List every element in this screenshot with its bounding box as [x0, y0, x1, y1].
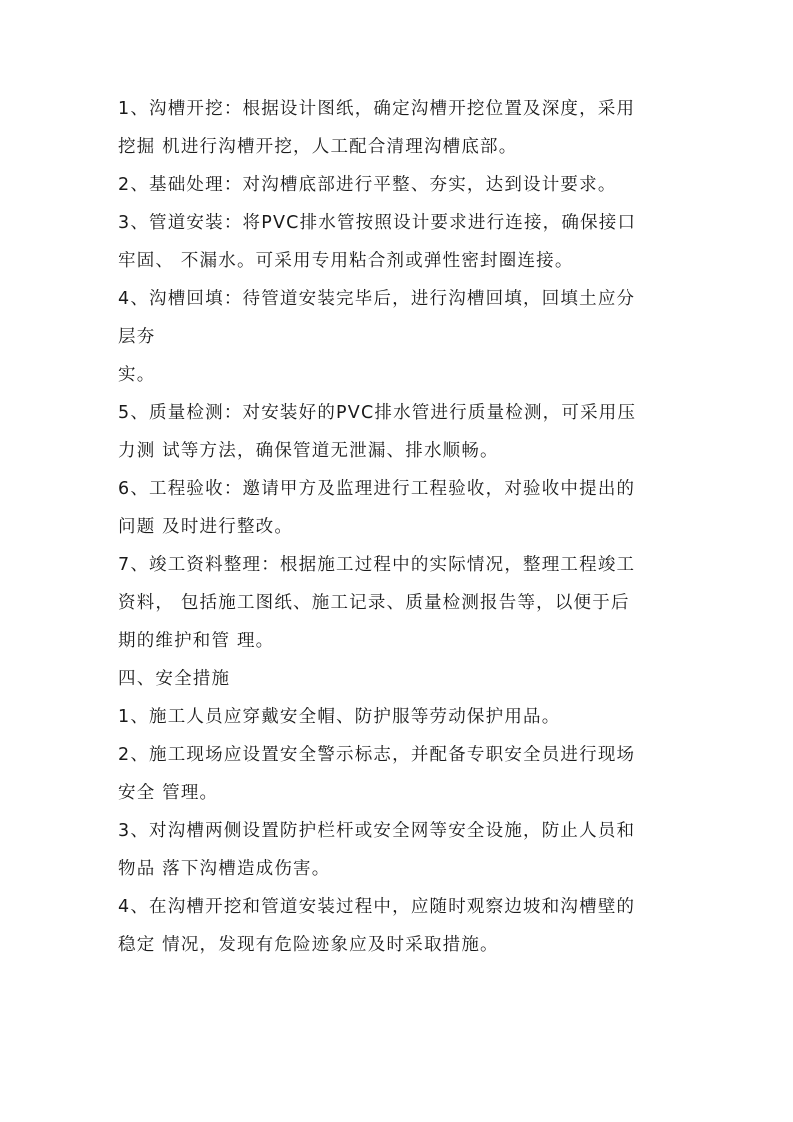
- text-line-19: 安全 管理。: [118, 783, 219, 803]
- text-line-11: 6、工程验收：邀请甲方及监理进行工程验收，对验收中提出的: [118, 479, 636, 499]
- text-line-10: 力测 试等方法，确保管道无泄漏、排水顺畅。: [118, 441, 499, 461]
- text-line-23: 稳定 情况，发现有危险迹象应及时采取措施。: [118, 935, 499, 955]
- document-body: [118, 90, 678, 964]
- text-line-2: 挖掘 机进行沟槽开挖，人工配合清理沟槽底部。: [118, 137, 518, 157]
- text-line-9: 5、质量检测：对安装好的PVC排水管进行质量检测，可采用压: [118, 403, 637, 423]
- text-line-6: 4、沟槽回填：待管道安装完毕后，进行沟槽回填，回填土应分: [118, 289, 636, 309]
- text-line-22: 4、在沟槽开挖和管道安装过程中，应随时观察边坡和沟槽壁的: [118, 897, 636, 917]
- text-line-4: 3、管道安装：将PVC排水管按照设计要求进行连接，确保接口: [118, 213, 637, 233]
- text-line-13: 7、竣工资料整理：根据施工过程中的实际情况，整理工程竣工: [118, 555, 636, 575]
- text-line-7: 层夯: [118, 327, 156, 347]
- section-heading: 四、安全措施: [118, 669, 231, 689]
- text-line-20: 3、对沟槽两侧设置防护栏杆或安全网等安全设施，防止人员和: [118, 821, 636, 841]
- text-line-5: 牢固、 不漏水。可采用专用粘合剂或弹性密封圈连接。: [118, 251, 574, 271]
- text-line-3: 2、基础处理：对沟槽底部进行平整、夯实，达到设计要求。: [118, 175, 617, 195]
- text-line-8: 实。: [118, 365, 156, 385]
- text-line-21: 物品 落下沟槽造成伤害。: [118, 859, 331, 879]
- text-line-17: 1、施工人员应穿戴安全帽、防护服等劳动保护用品。: [118, 707, 561, 727]
- text-line-12: 问题 及时进行整改。: [118, 517, 294, 537]
- text-line-18: 2、施工现场应设置安全警示标志，并配备专职安全员进行现场: [118, 745, 636, 765]
- text-line-1: 1、沟槽开挖：根据设计图纸，确定沟槽开挖位置及深度，采用: [118, 99, 636, 119]
- text-line-14: 资料， 包括施工图纸、施工记录、质量检测报告等，以便于后: [118, 593, 630, 613]
- text-line-15: 期的维护和管 理。: [118, 631, 275, 651]
